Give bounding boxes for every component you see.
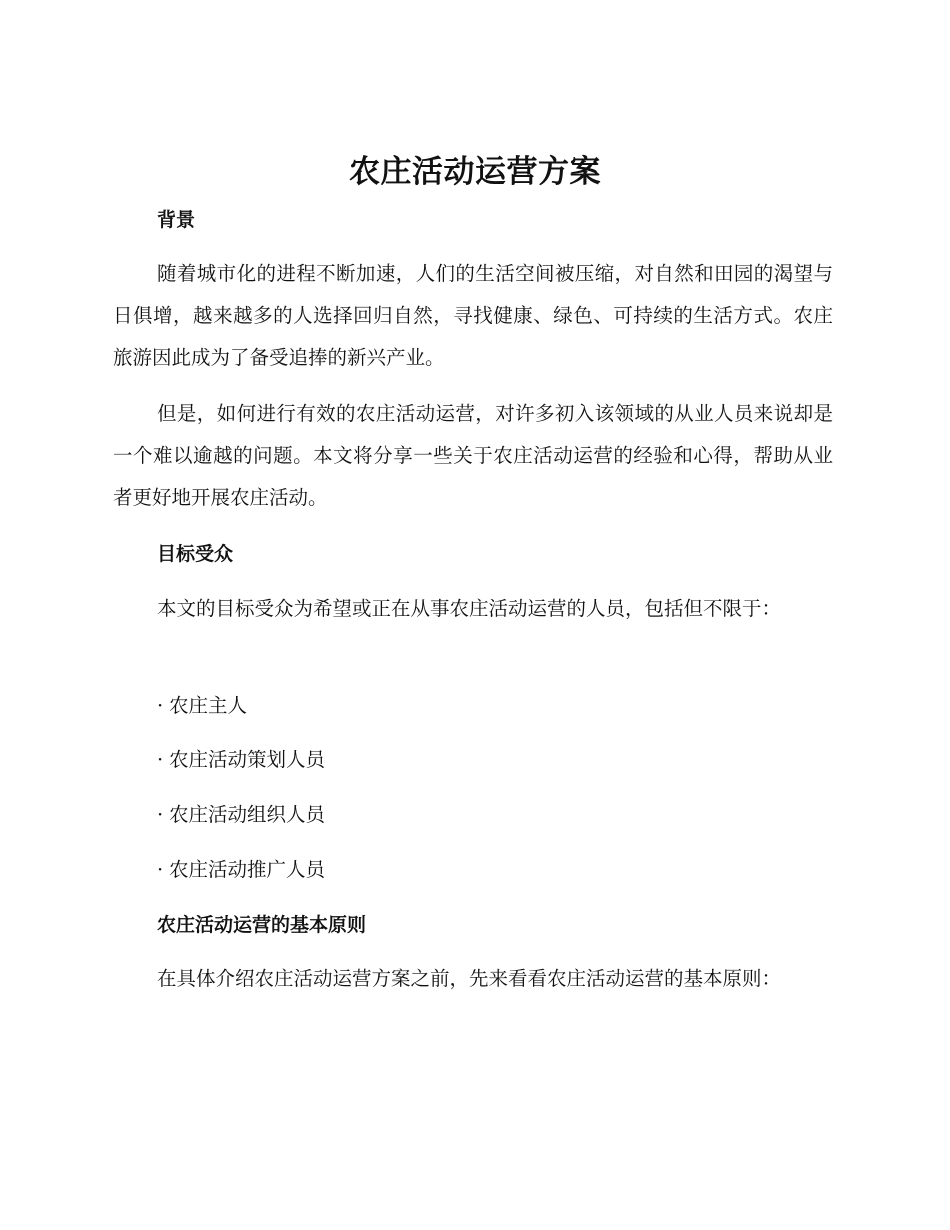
list-item-text: 农庄活动组织人员 bbox=[169, 803, 326, 826]
list-item bbox=[157, 692, 247, 720]
document-title: 农庄活动运营方案 bbox=[349, 154, 601, 190]
bullet-symbol: · bbox=[157, 858, 164, 881]
bullet-symbol: · bbox=[157, 748, 164, 771]
paragraph: 在具体介绍农庄活动运营方案之前，先来看看农庄活动运营的基本原则： bbox=[157, 967, 782, 990]
section-heading-principles: 农庄活动运营的基本原则 bbox=[157, 914, 367, 936]
bullet-symbol: · bbox=[157, 694, 164, 717]
bullet-symbol: · bbox=[157, 803, 164, 826]
list-item-text: 农庄活动推广人员 bbox=[169, 858, 326, 881]
list-item-text: 农庄活动策划人员 bbox=[169, 748, 326, 771]
paragraph: 随着城市化的进程不断加速，人们的生活空间被压缩，对自然和田园的渴望与日俱增，越来越多的人选择回归自然，寻找健康、绿色、可持续的生活方式。农庄旅游因此成为了备受追捧的新兴产业。 bbox=[113, 262, 833, 369]
paragraph: 但是，如何进行有效的农庄活动运营，对许多初入该领域的从业人员来说却是一个难以逾越的问题。本文将分享一些关于农庄活动运营的经验和心得，帮助从业者更好地开展农庄活动。 bbox=[113, 402, 833, 509]
paragraph: 本文的目标受众为希望或正在从事农庄活动运营的人员，包括但不限于： bbox=[157, 597, 782, 620]
section-heading-audience: 目标受众 bbox=[157, 543, 234, 565]
list-item bbox=[157, 746, 325, 774]
list-item bbox=[157, 801, 325, 829]
section-heading-background: 背景 bbox=[157, 209, 196, 231]
list-item-text: 农庄主人 bbox=[169, 694, 248, 717]
list-item bbox=[157, 856, 325, 884]
